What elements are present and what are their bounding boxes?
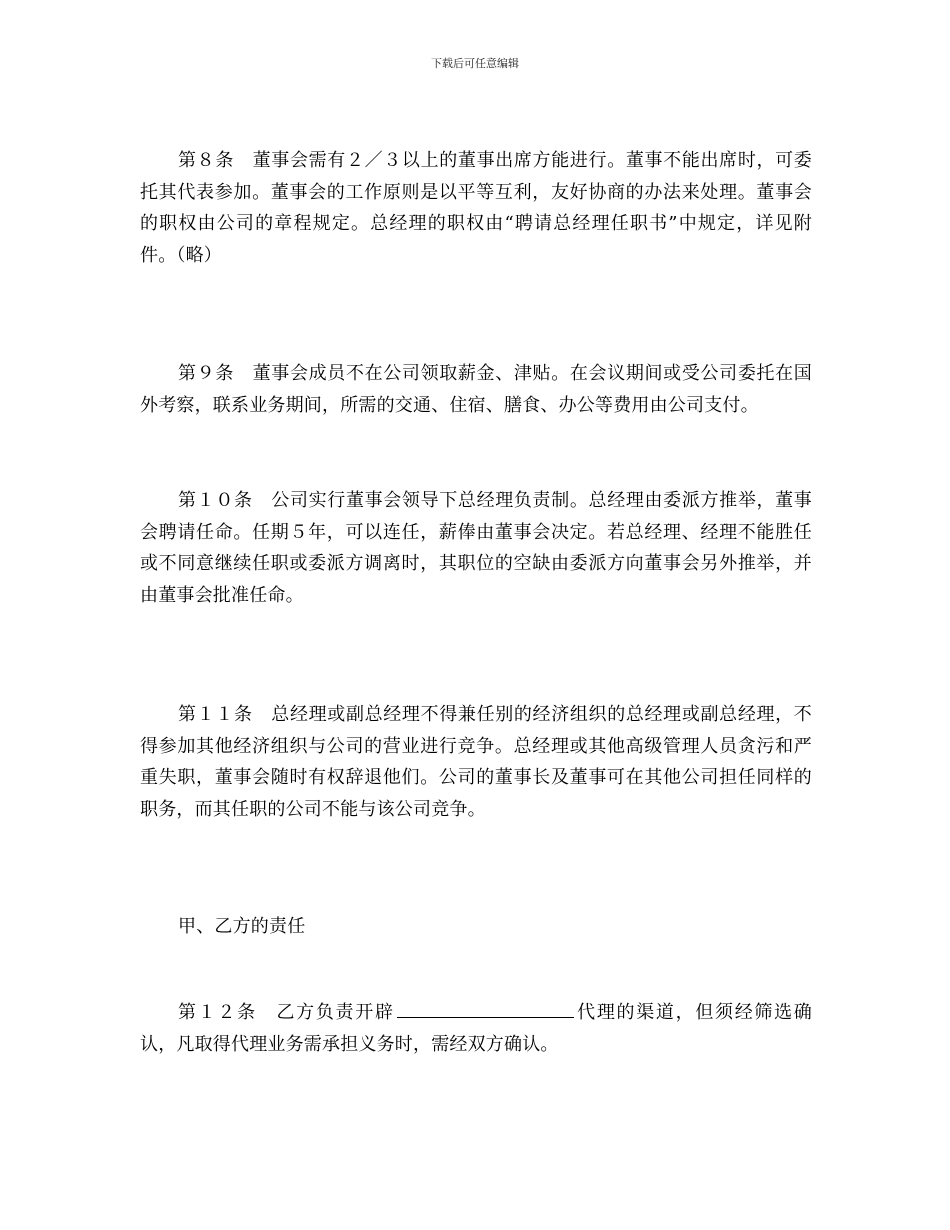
fill-in-blank-line — [397, 997, 574, 1018]
section-heading: 甲、乙方的责任 — [178, 916, 306, 937]
article-12-text-end: 代理的渠道，但须经筛选确认，凡取得代理业务需承担义务时，需经双方确认。 — [140, 1002, 812, 1055]
article-12-paragraph — [140, 997, 812, 1060]
article-11-paragraph: 第１１条 总经理或副总经理不得兼任别的经济组织的总经理或副总经理，不得参加其他经济组织与公司的营业进行竞争。总经理或其他高级管理人员贪污和严重失职，董事会随时有权辞退他们。公司的董事长及董事可在其他公司担任同样的职务，而其任职的公司不能与该公司竞争。 — [140, 704, 812, 820]
article-10-paragraph: 第１０条 公司实行董事会领导下总经理负责制。总经理由委派方推举，董事会聘请任命。任期５年，可以连任，薪俸由董事会决定。若总经理、经理不能胜任或不同意继续任职或委派方调离时，其职位的空缺由委派方向董事会另外推举，并由董事会批准任命。 — [140, 490, 812, 606]
page-header: 下载后可任意编辑 — [431, 57, 519, 70]
article-9-paragraph: 第９条 董事会成员不在公司领取薪金、津贴。在会议期间或受公司委托在国外考察，联系业务期间，所需的交通、住宿、膳食、办公等费用由公司支付。 — [140, 363, 812, 416]
article-12-text-start: 第１２条 乙方负责开辟 — [178, 1002, 395, 1023]
article-8-paragraph: 第８条 董事会需有２／３以上的董事出席方能进行。董事不能出席时，可委托其代表参加。董事会的工作原则是以平等互利，友好协商的办法来处理。董事会的职权由公司的章程规定。总经理的职权由“聘请总经理任职书”中规定，详见附件。（略） — [140, 150, 812, 266]
